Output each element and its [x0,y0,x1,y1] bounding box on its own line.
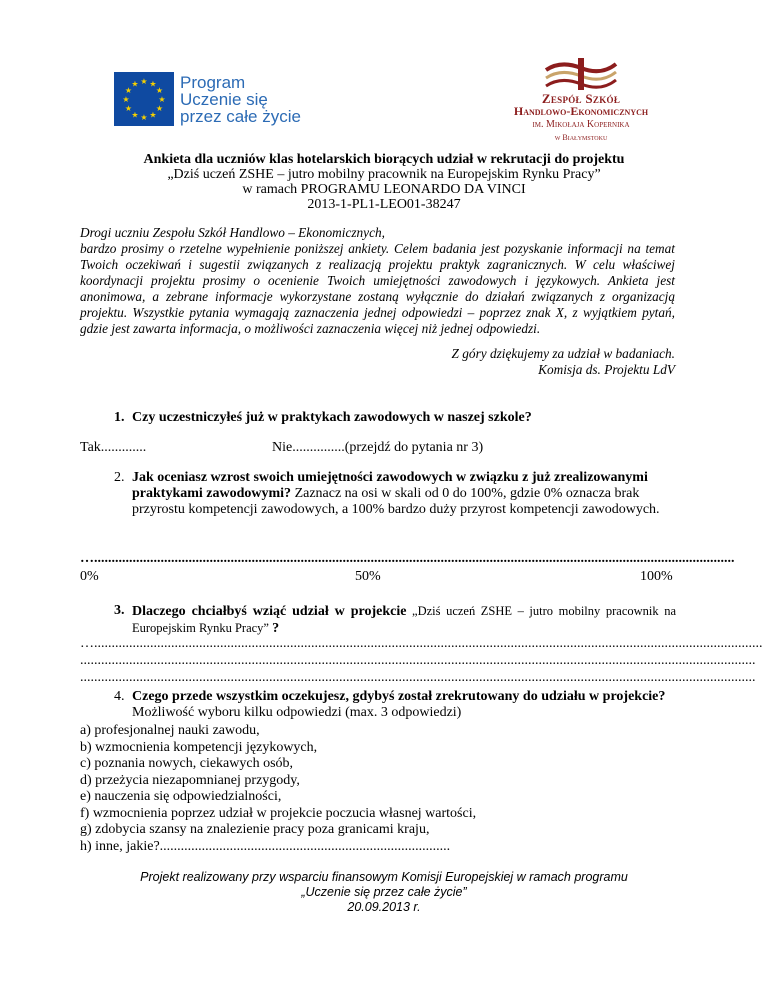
page-footer: Projekt realizowany przy wsparciu finansowym Komisji Europejskiej w ramach programu „Uczenie się przez całe życie” 20.09.2013 r. [140,870,628,914]
svg-text:★: ★ [124,104,133,113]
scale-label-0: 0% [80,569,99,584]
option-d[interactable]: d) przeżycia niezapomnianej przygody, [80,772,300,788]
eu-flag-logo [114,72,174,126]
svg-text:★: ★ [158,95,166,104]
svg-text:★: ★ [155,104,164,113]
svg-text:★: ★ [131,110,139,120]
school-logo-text: Zespół Szkół Handlowo-Ekonomicznych im. Mikołaja Kopernika w Białymstoku [513,91,649,142]
document-title: Ankieta dla uczniów klas hotelarskich biorących udział w rekrutacji do projektu [143,152,625,167]
svg-text:★: ★ [122,95,130,104]
svg-text:★: ★ [149,79,157,89]
school-emblem-icon [541,56,621,92]
eu-program-logo-text: Program Uczenie się przez całe życie [180,73,301,126]
answer-line-3[interactable]: ................................................................................................................................................................................................. [80,670,756,685]
svg-text:★: ★ [155,86,164,95]
project-code: 2013-1-PL1-LEO01-38247 [307,197,461,212]
intro-closing: Z góry dziękujemy za udział w badaniach. Komisja ds. Projektu LdV [451,346,675,377]
option-f[interactable]: f) wzmocnienia poprzez udział w projekcie poczucia własnej wartości, [80,805,477,821]
question-4: 4. Czego przede wszystkim oczekujesz, gdybyś został zrekrutowany do udziału w projekcie? Możliwość wyboru kilku odpowiedzi (max. 3 odpowiedzi) [114,689,666,720]
svg-text:★: ★ [140,113,148,122]
question-3: 3. Dlaczego chciałbyś wziąć udział w projekcie „Dziś uczeń ZSHE – jutro mobilny pracownik na Europejskim Rynku Pracy” ? [114,603,676,636]
answer-no-field[interactable]: Nie...............(przejdź do pytania nr 3) [272,440,484,455]
scale-label-50: 50% [355,569,381,584]
option-c[interactable]: c) poznania nowych, ciekawych osób, [80,756,294,771]
svg-text:★: ★ [131,79,139,89]
option-e[interactable]: e) nauczenia się odpowiedzialności, [80,789,282,804]
option-h[interactable]: h) inne, jakie?................................................................................... [80,838,451,854]
program-name: w ramach PROGRAMU LEONARDO DA VINCI [242,182,526,197]
answer-line-1[interactable]: …............................................................................................................................................................................................... [80,636,763,651]
intro-paragraph: Drogi uczniu Zespołu Szkół Handlowo – Ekonomicznych, bardzo prosimy o rzetelne wypełnienie poniższej ankiety. Celem badania jest pozyskanie informacji na temat Twoich oczekiwań i sugestii związanych z realizacją projektu praktyk zagranicznych. W celu właściwej koordynacji projektu prosimy o ocenienie Twoich umiejętności zawodowych i językowych. Ankieta jest anonimowa, a zebrane informacje wykorzystane zostaną wyłącznie do działań związanych z organizacją projektu. Wszystkie pytania wymagają zaznaczenia jednej odpowiedzi – poprzez znak X, z wyjątkiem pytań, gdzie jest zawarta informacja, o możliwości zaznaczenia więcej niż jednej odpowiedzi. [80,225,675,336]
svg-text:★: ★ [149,110,157,120]
option-a[interactable]: a) profesjonalnej nauki zawodu, [80,723,260,738]
rating-scale-line[interactable]: …....................................................................................................................................................................................... [80,551,735,566]
project-name: „Dziś uczeń ZSHE – jutro mobilny pracownik na Europejskim Rynku Pracy” [167,167,601,182]
scale-label-100: 100% [640,569,673,584]
svg-text:★: ★ [124,86,133,95]
question-1: 1. Czy uczestniczyłeś już w praktykach zawodowych w naszej szkole? [114,410,532,425]
option-b[interactable]: b) wzmocnienia kompetencji językowych, [80,739,318,755]
question-4-options [80,723,680,855]
question-2: 2. Jak oceniasz wzrost swoich umiejętności zawodowych w związku z już zrealizowanymi praktykami zawodowymi? Zaznacz na osi w skali od 0 do 100%, gdzie 0% oznacza brak przyrostu kompetencji zawodowych, a 100% bardzo duży przyrost kompetencji zawodowych. [114,470,660,517]
option-g[interactable]: g) zdobycia szansy na znalezienie pracy poza granicami kraju, [80,822,430,837]
svg-text:★: ★ [140,77,148,86]
document-header [80,152,688,212]
answer-line-2[interactable]: ................................................................................................................................................................................................. [80,653,756,668]
answer-yes-field[interactable]: Tak............. [80,440,147,455]
